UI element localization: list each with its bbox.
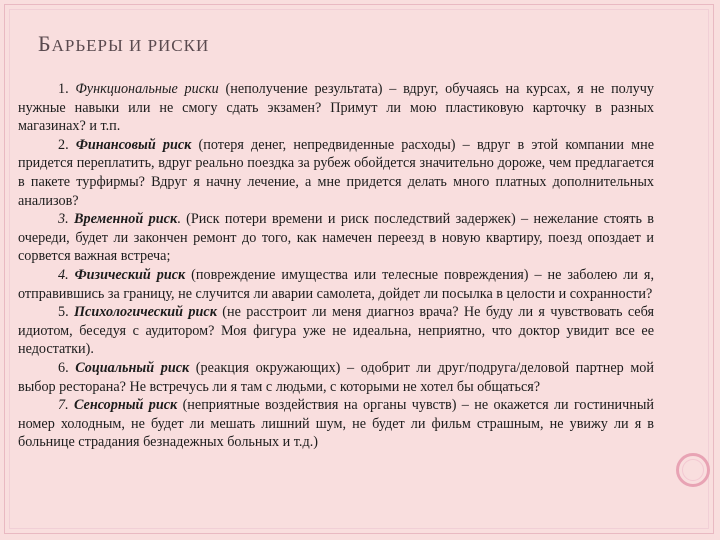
risk-item-text: (не расстроит ли меня диагноз врача? Не буду ли я чувствовать себя идиотом, беседуя с аудитором? Моя фигура уже не идеальна, неприятно, что доктор увидит все ее недостатки). [18,304,654,358]
slide-title [38,31,209,57]
risk-item-number: 5. [58,304,69,321]
risk-item-number: 2. [58,136,69,153]
risk-item-2 [18,136,654,210]
risk-item-term: Физический риск [74,266,186,283]
risk-item-term: Социальный риск [75,359,190,376]
risk-item-number: 7. [58,397,69,414]
risk-item-term: Финансовый риск [75,136,192,153]
risk-item-4 [18,266,654,303]
slide-body [18,80,654,452]
risk-item-text: (повреждение имущества или телесные повреждения) – не заболею ли я, отправившись за границу, не случится ли аварии самолета, дойдет ли посылка в целости и сохранности? [18,266,654,302]
slide-title-rest: АРЬЕРЫ И РИСКИ [51,36,210,55]
slide-title-initial: Б [38,31,52,56]
decorative-ring-inner-icon [682,459,704,481]
risk-item-text: (реакция окружающих) – одобрит ли друг/подруга/деловой партнер мой выбор ресторана? Не встречусь ли я там с людьми, с которыми не хотел бы общаться? [18,359,654,395]
risk-item-1 [18,80,654,136]
risk-item-number: 4. [58,266,69,283]
risk-item-number: 1. [58,81,69,97]
risk-item-5 [18,303,654,359]
risk-item-number: 3. [58,211,69,228]
risk-item-term: Сенсорный риск [73,397,178,414]
risk-item-text: (неполучение результата) – вдруг, обучаясь на курсах, я не получу нужные навыки или не смогу сдать экзамен? Примут ли мою пластиковую карточку в разных магазинах? и т.п. [18,81,654,135]
risk-item-term: Временной риск [74,211,178,228]
risk-item-7 [18,396,654,452]
risk-item-text: (неприятные воздействия на органы чувств) – не окажется ли гостиничный номер холодным, не будет ли мешать лишний шум, не будет ли фильм страшным, не увижу ли я в больнице страдания безнадежных больных и т.д.) [18,397,654,451]
risk-item-number: 6. [58,359,69,376]
risk-item-term: Психологический риск [74,304,217,321]
risk-item-6 [18,359,654,396]
risk-item-term: Функциональные риски [75,81,219,97]
risk-item-3 [18,210,654,266]
risk-item-text: (потеря денег, непредвиденные расходы) – вдруг в этой компании мне придется переплатить, вдруг реально поездка за рубеж обойдется значительно дороже, чем предлагается в пакете турфирмы? Вдруг я начну лечение, а мне придется делать много платных дополнительных анализов? [18,136,655,209]
risk-item-text: . (Риск потери времени и риск последствий задержек) – нежелание стоять в очереди, будет ли закончен ремонт до того, как намечен переезд в новую квартиру, поезд опоздает и сорвется важная встреча; [18,211,654,265]
